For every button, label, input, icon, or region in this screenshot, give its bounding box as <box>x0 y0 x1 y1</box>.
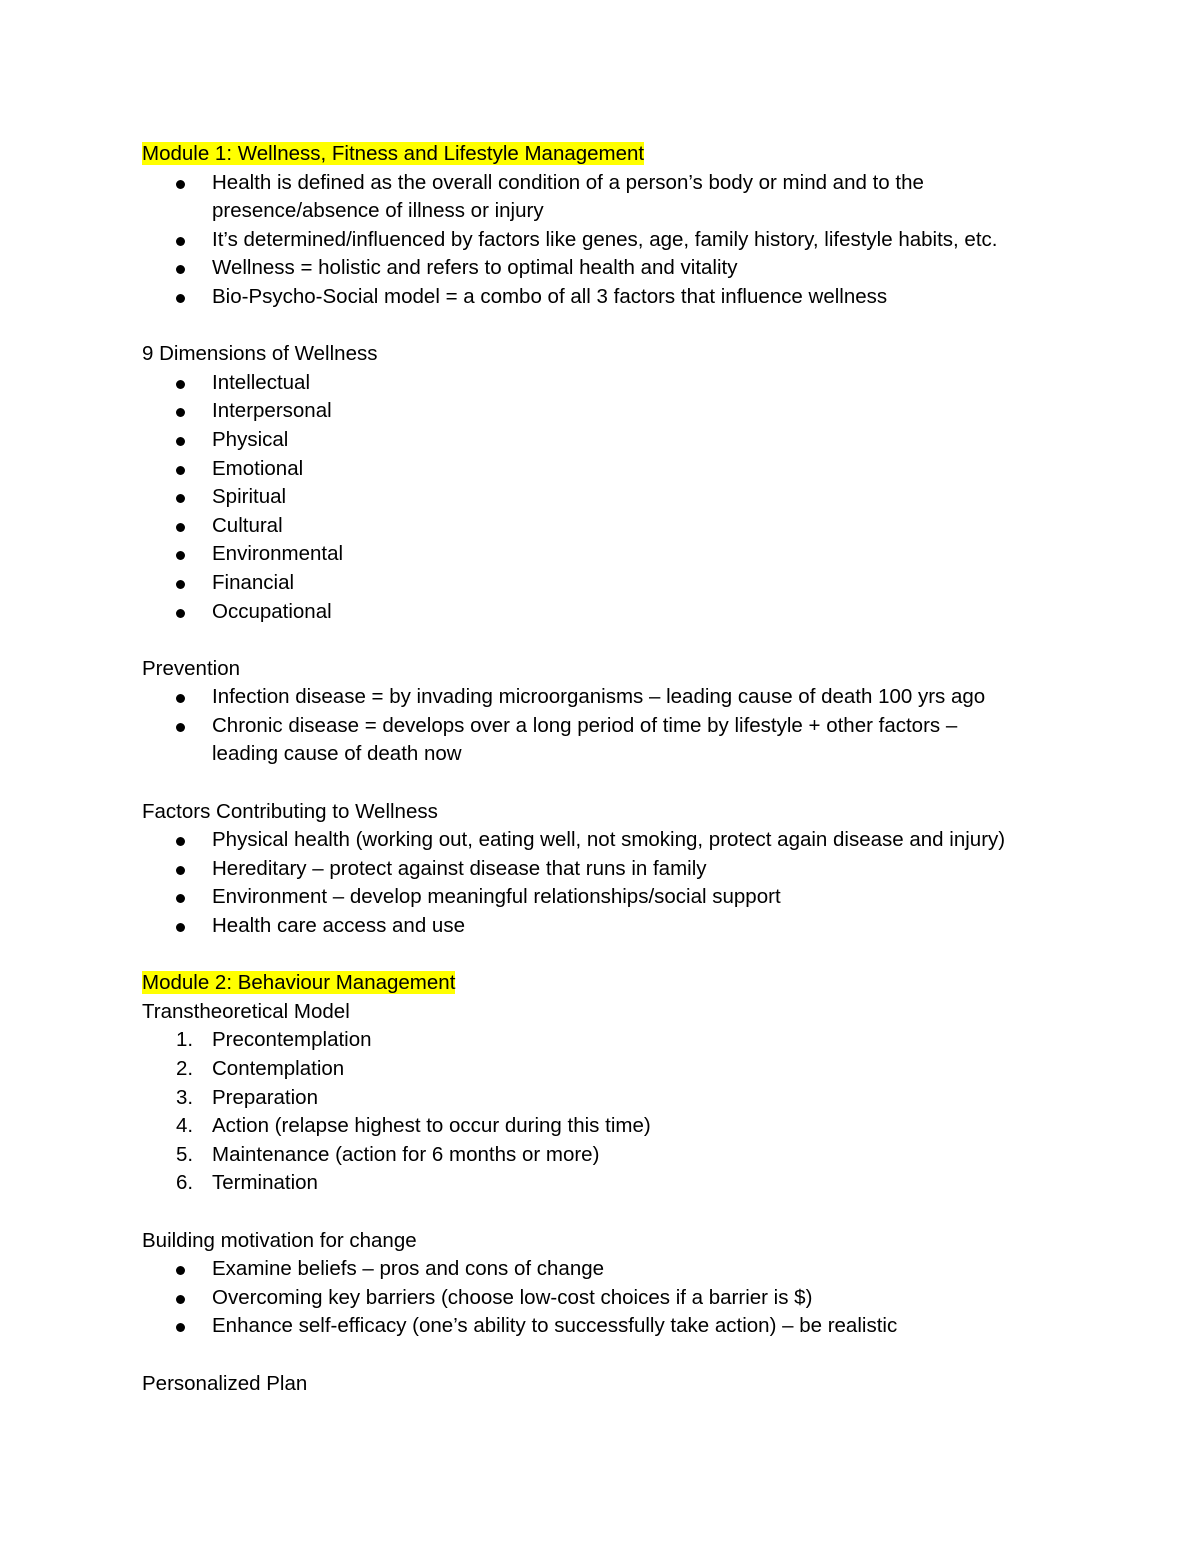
bullet-icon <box>176 494 185 503</box>
list-item: Physical health (working out, eating well, not smoking, protect again disease and injury) <box>142 826 1072 855</box>
dimensions-heading: 9 Dimensions of Wellness <box>142 342 378 366</box>
bullet-icon <box>176 237 185 246</box>
list-item: Overcoming key barriers (choose low-cost choices if a barrier is $) <box>142 1284 1072 1313</box>
list-item: 3. Preparation <box>176 1085 318 1109</box>
spacer <box>142 312 1142 341</box>
bullet-icon <box>176 694 185 703</box>
list-item: 6. Termination <box>176 1171 318 1195</box>
dimensions-list <box>142 369 1142 626</box>
bullet-icon <box>176 723 185 732</box>
list-item: Enhance self-efficacy (one’s ability to successfully take action) – be realistic <box>142 1312 1072 1341</box>
stages-list <box>142 1026 1142 1198</box>
bullet-icon <box>176 551 185 560</box>
bullet-icon <box>176 837 185 846</box>
spacer <box>142 941 1142 970</box>
document-page <box>142 140 1142 1398</box>
list-item: Spiritual <box>142 483 1072 512</box>
motivation-list <box>142 1255 1142 1341</box>
bullet-icon <box>176 894 185 903</box>
bullet-icon <box>176 1323 185 1332</box>
spacer <box>142 1341 1142 1370</box>
bullet-icon <box>176 923 185 932</box>
bullet-icon <box>176 380 185 389</box>
bullet-icon <box>176 609 185 618</box>
module-2-heading <box>142 969 1142 998</box>
list-item: Health care access and use <box>142 912 1072 941</box>
spacer <box>142 1198 1142 1227</box>
list-item: 1. Precontemplation <box>176 1028 372 1052</box>
list-item: 4. Action (relapse highest to occur during this time) <box>176 1114 651 1138</box>
list-item: Examine beliefs – pros and cons of change <box>142 1255 1072 1284</box>
module-1-heading-highlight: Module 1: Wellness, Fitness and Lifestyle Management <box>142 142 645 165</box>
list-item: 2. Contemplation <box>176 1057 345 1080</box>
bullet-icon <box>176 1295 185 1304</box>
list-item: Hereditary – protect against disease that runs in family <box>142 855 1072 884</box>
bullet-icon <box>176 180 185 189</box>
prevention-heading: Prevention <box>142 656 241 680</box>
list-item: Environment – develop meaningful relationships/social support <box>142 883 1072 912</box>
prevention-list <box>142 683 1142 769</box>
list-item: Environmental <box>142 540 1072 569</box>
transtheoretical-heading: Transtheoretical Model <box>142 999 350 1023</box>
module-1-list <box>142 169 1142 312</box>
module-2-heading-highlight: Module 2: Behaviour Management <box>142 971 456 995</box>
bullet-icon <box>176 523 185 532</box>
list-item: Bio-Psycho-Social model = a combo of all 3 factors that influence wellness <box>142 283 1072 312</box>
module-1-heading <box>142 140 1142 169</box>
factors-heading: Factors Contributing to Wellness <box>142 799 438 823</box>
bullet-icon <box>176 580 185 589</box>
list-item: Infection disease = by invading microorganisms – leading cause of death 100 yrs ago <box>142 683 1072 712</box>
list-item: Intellectual <box>142 369 1072 398</box>
bullet-icon <box>176 1266 185 1275</box>
plan-heading: Personalized Plan <box>142 1371 308 1395</box>
list-item: Financial <box>142 569 1072 598</box>
motivation-heading: Building motivation for change <box>142 1228 417 1252</box>
list-item: Cultural <box>142 512 1072 541</box>
spacer <box>142 626 1142 655</box>
factors-list <box>142 826 1142 940</box>
list-item: 5. Maintenance (action for 6 months or more) <box>176 1142 600 1166</box>
list-item: Interpersonal <box>142 397 1072 426</box>
bullet-icon <box>176 408 185 417</box>
bullet-icon <box>176 437 185 446</box>
bullet-icon <box>176 265 185 274</box>
list-item: Wellness = holistic and refers to optimal health and vitality <box>142 254 1072 283</box>
list-item: Occupational <box>142 598 1072 627</box>
list-item: Physical <box>142 426 1072 455</box>
list-item: Chronic disease = develops over a long period of time by lifestyle + other factors – leading cause of death now <box>142 712 1072 769</box>
bullet-icon <box>176 866 185 875</box>
spacer <box>142 769 1142 798</box>
list-item: It’s determined/influenced by factors like genes, age, family history, lifestyle habits, etc. <box>142 226 1072 255</box>
bullet-icon <box>176 466 185 475</box>
list-item: Emotional <box>142 455 1072 484</box>
list-item: Health is defined as the overall condition of a person’s body or mind and to the presence/absence of illness or injury <box>142 169 1072 226</box>
bullet-icon <box>176 294 185 303</box>
